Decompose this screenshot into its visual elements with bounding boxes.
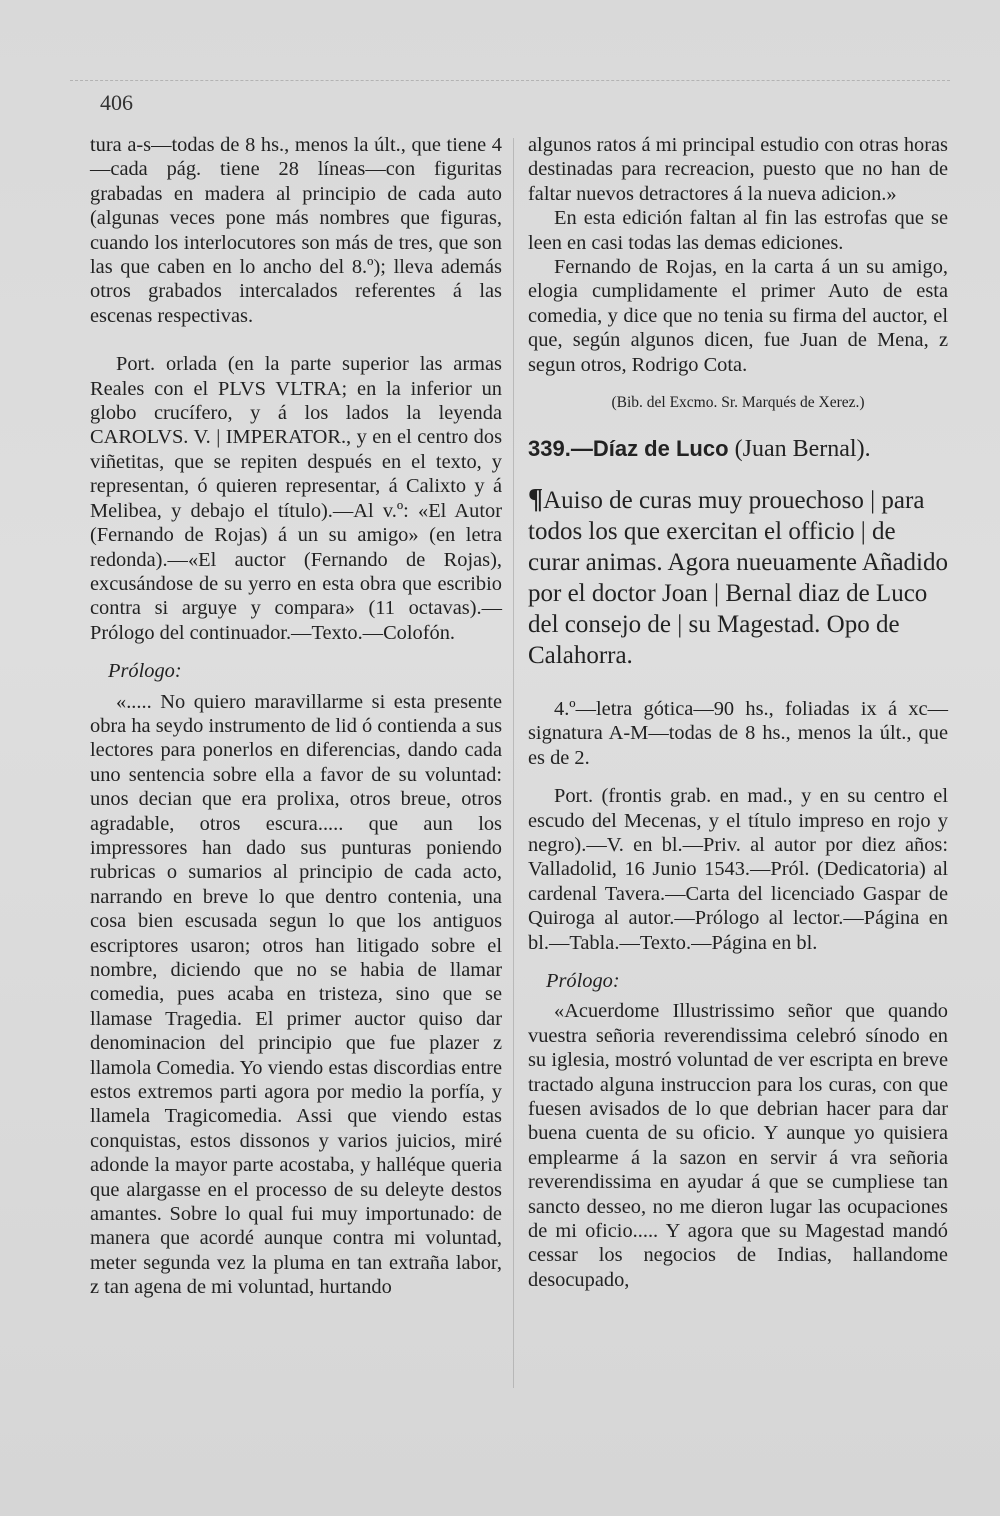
left-prologo-label: Prólogo: [108, 660, 182, 683]
right-paragraph-6: «Acuerdome Illustrissimo señor que quando vuestra señoria reverendissima celebró sínodo en su iglesia, mostró voluntad de ver escripta en breve tractado alguna instruccion para los curas, con que fuesen avisados de lo que debrian hacer para dar buena cuenta de su oficio. Y aunque yo quisiera emplearme á la sazon en servir á vra señoria reverendissima en ayudar á que se cumpliese tan sancto desseo, no me dieron lugar las ocupaciones de mi oficio..... Y agora que su Magestad mandó cessar los negocios de Indias, hallandome desocupado, [528, 1000, 948, 1291]
top-rule [70, 80, 950, 81]
page-number: 406 [100, 90, 133, 115]
column-divider [513, 138, 514, 1388]
right-paragraph-4: 4.º—letra gótica—90 hs., foliadas ix á xc—signatura A-M—todas de 8 hs., menos la últ., que es de 2. [528, 697, 948, 769]
facsimile-title [528, 484, 948, 671]
entry-heading [528, 437, 948, 461]
right-paragraph-5: Port. (frontis grab. en mad., y en su centro el escudo del Mecenas, y el título impreso en rojo y negro).—V. en bl.—Priv. al autor por diez años: Valladolid, 16 Junio 1543.—Pról. (Dedicatoria) al cardenal Tavera.—Carta del licenciado Gaspar de Quiroga al autor.—Prólogo al lector.—Página en bl.—Tabla.—Texto.—Página en bl. [528, 785, 948, 954]
pilcrow-icon: ¶ [528, 483, 544, 515]
right-paragraph-3: Fernando de Rojas, en la carta á un su amigo, elogia cumplidamente el primer Auto de esta comedia, y dice que no tenia su firma del auctor, el que, según algunos dicen, fue Juan de Mena, z segun otros, Rodrigo Cota. [528, 256, 948, 376]
facsimile-title-text: Auiso de curas muy prouechoso | para todos los que exercitan el officio | de curar animas. Agora nueuamente Añadido por el doctor Joan | Bernal diaz de Luco del consejo de | su Magestad. Opo de Calahorra. [528, 486, 948, 669]
right-prologo-label: Prólogo: [546, 969, 620, 992]
entry-name: —Díaz de Luco [570, 436, 729, 462]
entry-number: 339. [528, 436, 571, 462]
left-paragraph-1: tura a-s—todas de 8 hs., menos la últ., que tiene 4—cada pág. tiene 28 líneas—con figuritas grabadas en madera al principio de cada auto (algunas veces pone más nombres que figuras, cuando los interlocutores son más de tres, que son las que caben en lo ancho del 8.º); lleva además otros grabados intercalados referentes á las escenas respectivas. [90, 134, 502, 327]
right-paragraph-1: algunos ratos á mi principal estudio con otras horas destinadas para recreacion, puesto que no han de faltar nuevos detractores á la nueva adicion.» [528, 134, 948, 205]
left-paragraph-3: «..... No quiero maravillarme si esta presente obra ha seydo instrumento de lid ó contienda a sus lectores para ponerlos en diferencias, dando cada uno sentencia sobre ella a favor de su voluntad: unos decian que era prolixa, otros breue, otros agradable, otros escura..... que aun los impressores han dado sus punturas poniendo rubricas o sumarios al principio de cada acto, narrando en breve lo que dentro contenia, una cosa bien escusada segun lo que los antiguos escriptores usaron; otros han litigado sobre el nombre, diciendo que no se habia de llamar comedia, pues acaba en tristeza, sino que se llamase Tragedia. El primer auctor quiso dar denominacion del principio que fue plazer z llamola Comedia. Yo viendo estas discordias entre estos extremos parti agora por medio la porfía, y llamela Tragicomedia. Assi que viendo estas conquistas, estos dissonos y varios juicios, miré adonde la mayor parte acostaba, y halléque queria que alargasse en el processo de su deleyte destos amantes. Sobre lo qual fui muy importunado: de manera que acordé aunque contra mi voluntad, meter segunda vez la pluma en tan extraña labor, z tan agena de mi voluntad, hurtando [90, 690, 502, 1299]
left-column [90, 133, 502, 1300]
entry-author: (Juan Bernal). [734, 436, 871, 463]
left-paragraph-2: Port. orlada (en la parte superior las armas Reales con el PLVS VLTRA; en la inferior un globo crucífero, y á los lados la leyenda CAROLVS. V. | IMPERATOR., y en el centro dos viñetitas, que se repiten después en el texto, y representan, ó quieren representar, á Calixto y á Melibea, y debajo el título).—Al v.º: «El Autor (Fernando de Rojas) á un su amigo» (en letra redonda).—«El auctor (Fernando de Rojas), excusándose de su yerro en esta obra que escribio contra si arguye y compara» (11 octavas).—Prólogo del continuador.—Texto.—Colofón. [90, 353, 502, 644]
source-note: (Bib. del Excmo. Sr. Marqués de Xerez.) [611, 394, 865, 412]
right-paragraph-2: En esta edición faltan al fin las estrofas que se leen en casi todas las demas ediciones. [528, 207, 948, 254]
right-column [528, 133, 948, 1292]
